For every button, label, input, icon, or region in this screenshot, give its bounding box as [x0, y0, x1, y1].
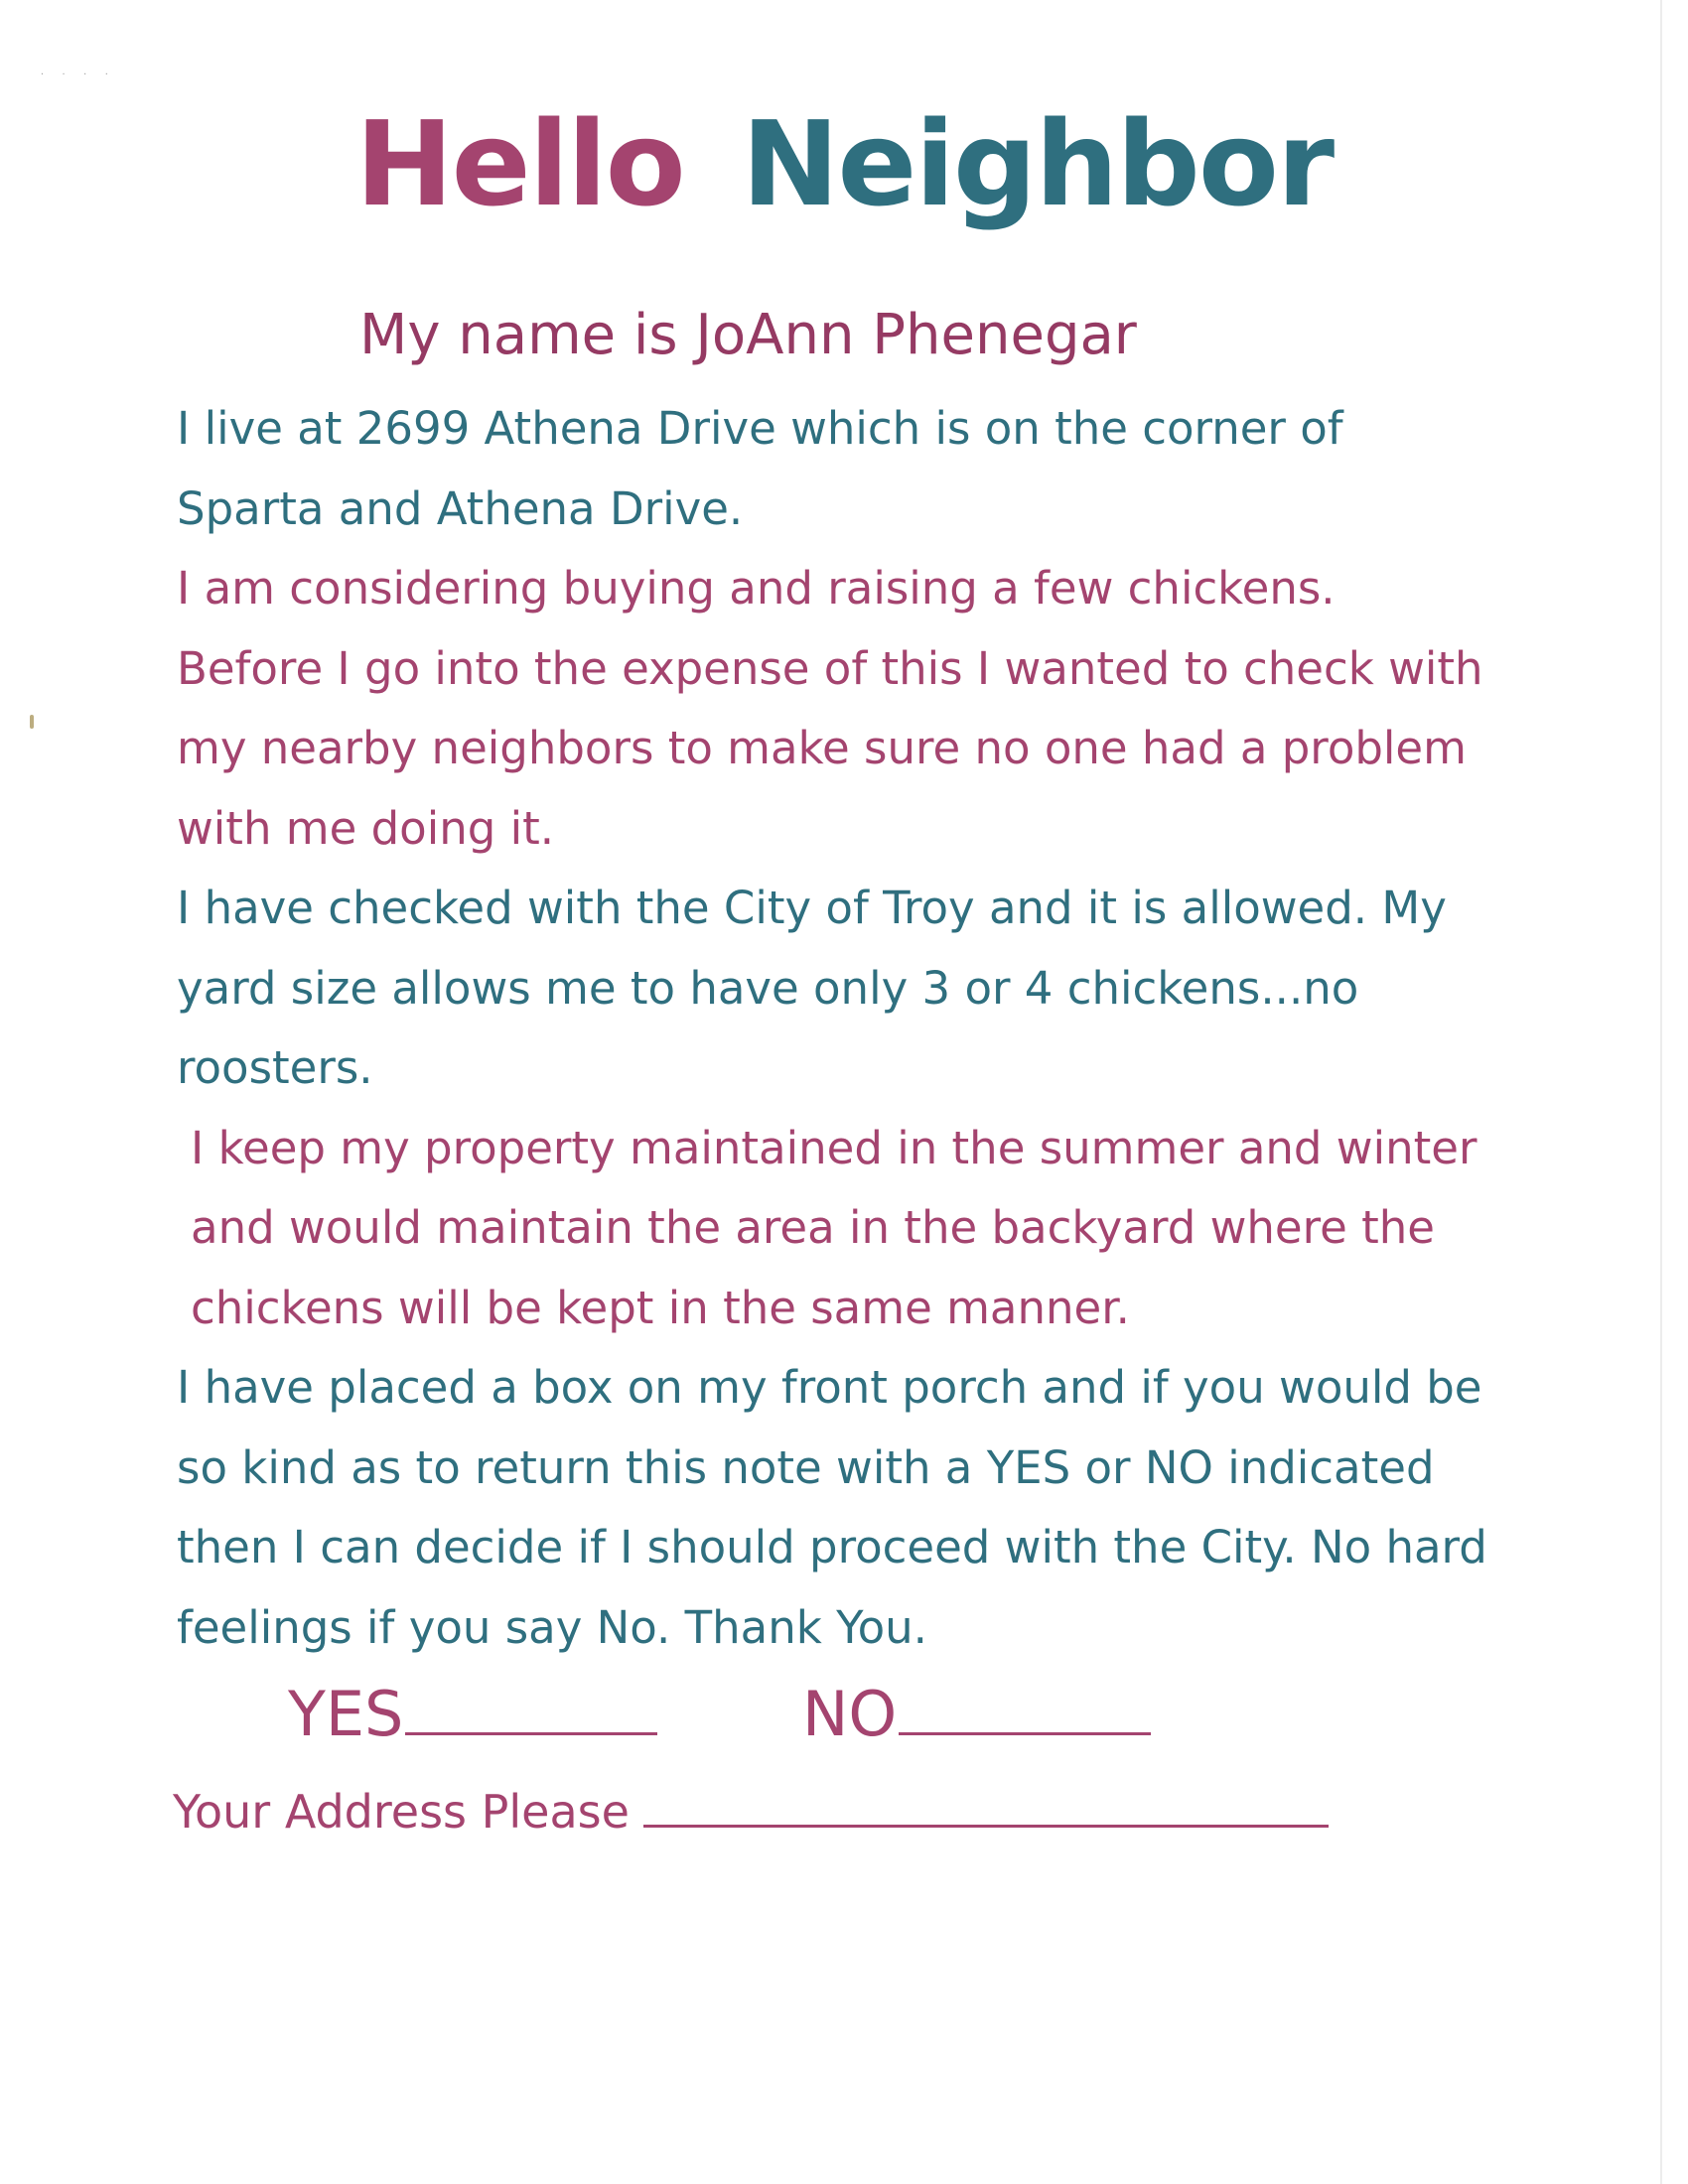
title-word-hello: Hello	[354, 95, 684, 232]
page-edge-line	[1660, 0, 1662, 2184]
address-row	[173, 1777, 1329, 1846]
scan-speck-marks: · · · ·	[40, 69, 115, 78]
paragraph-address: I live at 2699 Athena Drive which is on the corner of Sparta and Athena Drive.	[177, 402, 1343, 535]
vote-no	[802, 1670, 1151, 1759]
scan-mark	[30, 715, 34, 729]
title-word-neighbor: Neighbor	[741, 95, 1334, 232]
address-label: Your Address Please	[173, 1785, 630, 1839]
vote-no-label: NO	[802, 1678, 898, 1750]
vote-yes-blank-line[interactable]	[405, 1681, 657, 1735]
paragraph-city-allowed: I have checked with the City of Troy and it is allowed. My yard size allows me to have only 3 or 4 chickens...no roosters.	[177, 882, 1447, 1094]
vote-yes-label: YES	[288, 1678, 404, 1750]
paragraph-considering-chickens: I am considering buying and raising a few chickens. Before I go into the expense of this I wanted to check with my nearby neighbors to make sure no one had a problem with me doing it.	[177, 562, 1483, 855]
letter-title	[0, 94, 1688, 233]
paragraph-return-note: I have placed a box on my front porch and if you would be so kind as to return this note with a YES or NO indicated then I can decide if I should proceed with the City. No hard feelings if you say No. Thank You.	[177, 1361, 1487, 1654]
sender-name-line: My name is JoAnn Phenegar	[359, 303, 1137, 367]
vote-no-blank-line[interactable]	[899, 1681, 1151, 1735]
paragraph-property-maintained: I keep my property maintained in the summer and winter and would maintain the area in the backyard where the chickens will be kept in the same manner.	[191, 1121, 1477, 1334]
letter-body	[177, 389, 1487, 1668]
address-blank-line[interactable]	[643, 1785, 1329, 1828]
vote-yes	[288, 1670, 657, 1759]
vote-row	[0, 1670, 1688, 1759]
